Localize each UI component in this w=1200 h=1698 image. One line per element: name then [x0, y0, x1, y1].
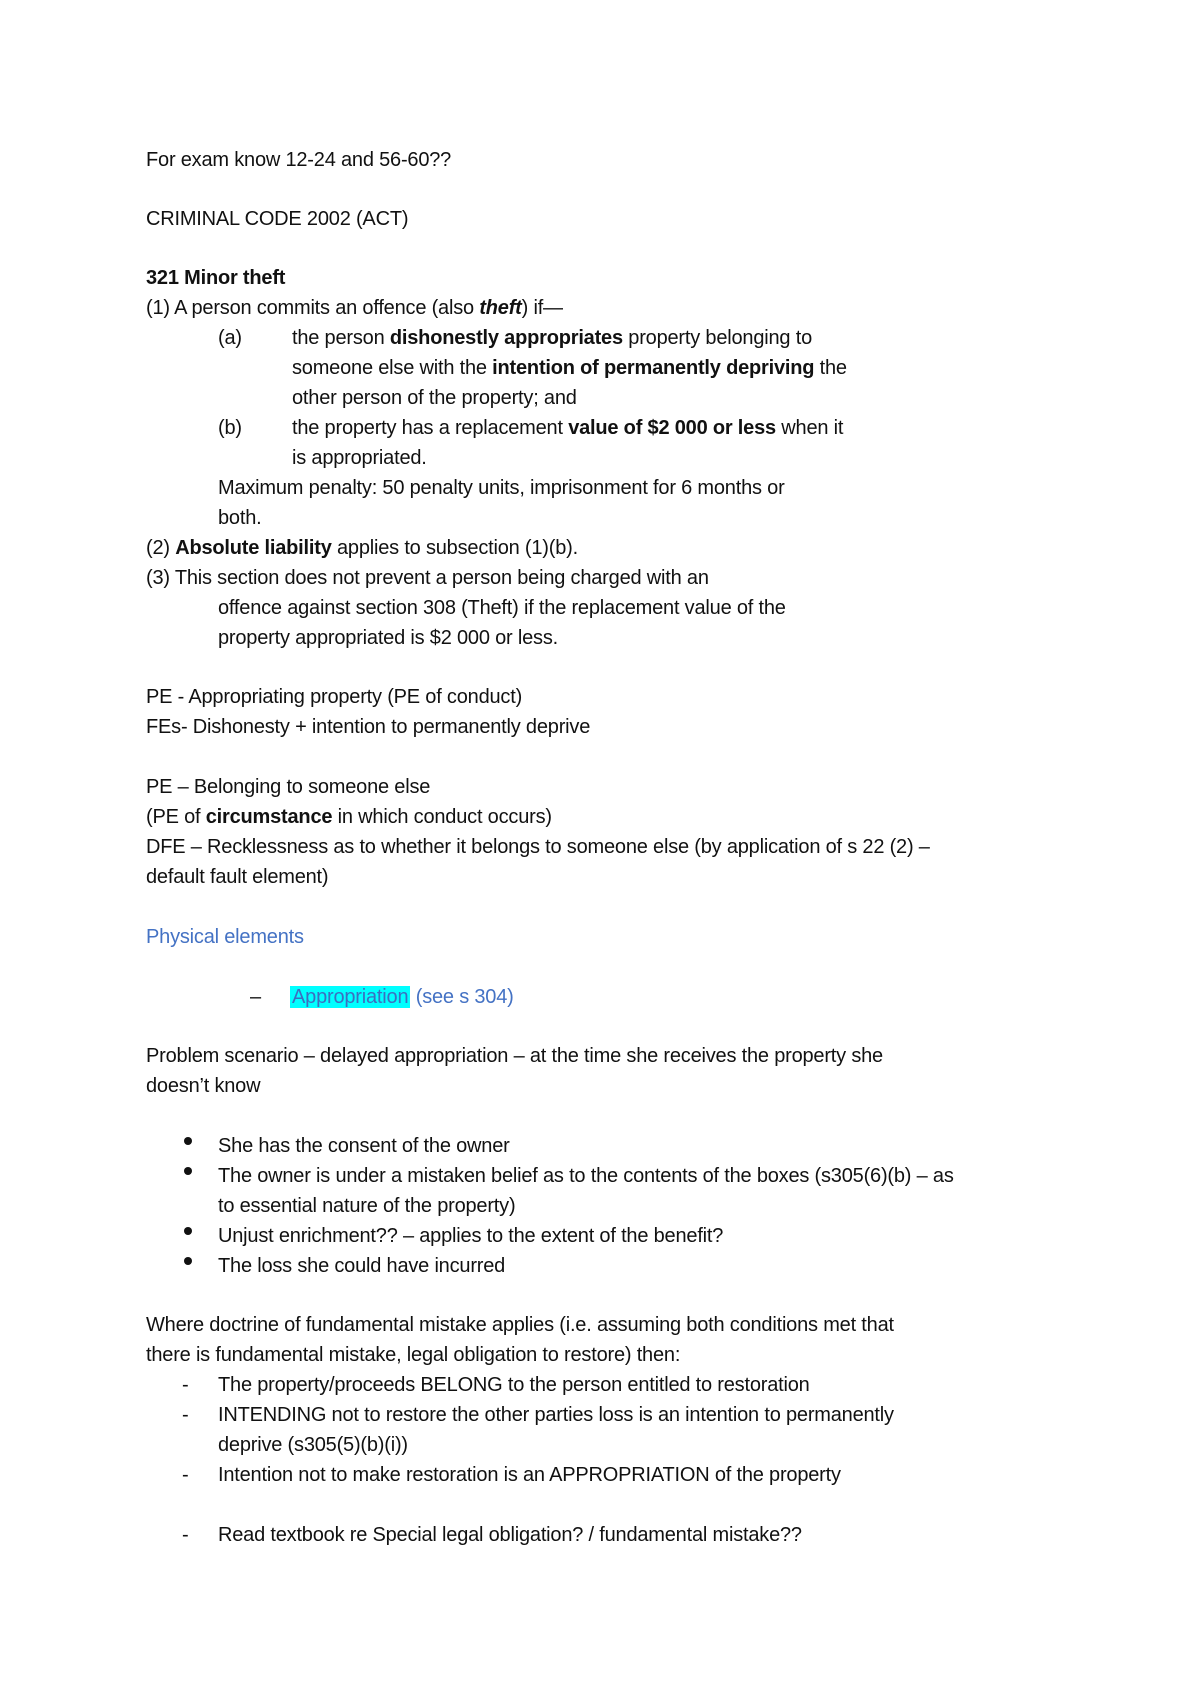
- problem-line-2: doesn’t know: [146, 1075, 261, 1097]
- a-line1-post: property belonging to: [622, 327, 812, 349]
- doctrine-line-1: Where doctrine of fundamental mistake applies (i.e. assuming both conditions met that: [146, 1314, 894, 1336]
- circ-pre: (PE of: [146, 806, 206, 828]
- para-a-line-1: [292, 326, 812, 350]
- doctrine-item-2-cont: deprive (s305(5)(b)(i)): [218, 1434, 408, 1456]
- doctrine-item-3: Intention not to make restoration is an APPROPRIATION of the property: [218, 1464, 841, 1486]
- bullet-icon: [184, 1257, 192, 1265]
- a-line2-bold: intention of permanently depriving: [492, 357, 815, 379]
- note-fault-elements: FEs- Dishonesty + intention to permanently deprive: [146, 716, 591, 738]
- doctrine-line-2: there is fundamental mistake, legal obligation to restore) then:: [146, 1344, 681, 1366]
- s2-bold: Absolute liability: [175, 537, 332, 559]
- doctrine-item-1: The property/proceeds BELONG to the person entitled to restoration: [218, 1374, 810, 1396]
- s2-pre: (2): [146, 537, 176, 559]
- note-dfe-line-1: DFE – Recklessness as to whether it belongs to someone else (by application of s 22 (2) –: [146, 836, 930, 858]
- subsection-3-line-1: (3) This section does not prevent a person being charged with an: [146, 567, 709, 589]
- dash-marker: -: [182, 1374, 189, 1396]
- b-line1-bold: value of $2 000 or less: [568, 417, 776, 439]
- appropriation-see-ref: (see s 304): [410, 986, 514, 1008]
- bullet-icon: [184, 1167, 192, 1175]
- para-b-line-1: [292, 416, 843, 440]
- dash-marker: -: [182, 1464, 189, 1486]
- s1-suffix: ) if—: [521, 297, 563, 319]
- a-line2-pre: someone else with the: [292, 357, 493, 379]
- note-pe-belonging: PE – Belonging to someone else: [146, 776, 431, 798]
- problem-bullet-4: The loss she could have incurred: [218, 1255, 506, 1277]
- problem-bullet-1: She has the consent of the owner: [218, 1135, 510, 1157]
- note-pe-circumstance: [146, 805, 552, 829]
- subsection-3-line-2: offence against section 308 (Theft) if the replacement value of the: [218, 597, 786, 619]
- b-line1-pre: the property has a replacement: [292, 417, 569, 439]
- problem-line-1: Problem scenario – delayed appropriation – at the time she receives the property she: [146, 1045, 883, 1067]
- para-b-label: (b): [218, 417, 242, 439]
- dash-marker: -: [182, 1524, 189, 1546]
- s1-theft-term: theft: [479, 297, 522, 319]
- para-a-label: (a): [218, 327, 242, 349]
- s2-post: applies to subsection (1)(b).: [331, 537, 578, 559]
- circ-post: in which conduct occurs): [332, 806, 552, 828]
- note-pe-conduct: PE - Appropriating property (PE of conduct): [146, 686, 523, 708]
- appropriation-highlight: Appropriation: [292, 986, 409, 1008]
- penalty-line-2: both.: [218, 507, 262, 529]
- physical-elements-heading: Physical elements: [146, 926, 304, 948]
- bullet-icon: [184, 1227, 192, 1235]
- note-dfe-line-2: default fault element): [146, 866, 329, 888]
- subsection-1: [146, 296, 563, 320]
- subsection-3-line-3: property appropriated is $2 000 or less.: [218, 627, 558, 649]
- doctrine-item-4: Read textbook re Special legal obligation? / fundamental mistake??: [218, 1524, 802, 1546]
- para-a-line-2: [292, 356, 847, 380]
- subsection-2: [146, 536, 578, 560]
- b-line1-post: when it: [775, 417, 844, 439]
- problem-bullet-2-cont: to essential nature of the property): [218, 1195, 516, 1217]
- penalty-line-1: Maximum penalty: 50 penalty units, imprisonment for 6 months or: [218, 477, 785, 499]
- dash-marker: -: [182, 1404, 189, 1426]
- a-line1-pre: the person: [292, 327, 390, 349]
- doctrine-item-2: INTENDING not to restore the other parties loss is an intention to permanently: [218, 1404, 894, 1426]
- s1-prefix: (1) A person commits an offence (also: [146, 297, 480, 319]
- appropriation-line: [290, 985, 514, 1009]
- bullet-icon: [184, 1137, 192, 1145]
- a-line2-post: the: [814, 357, 847, 379]
- intro-note: For exam know 12-24 and 56-60??: [146, 149, 452, 171]
- para-b-line-2: is appropriated.: [292, 447, 427, 469]
- code-title: CRIMINAL CODE 2002 (ACT): [146, 208, 409, 230]
- problem-bullet-2: The owner is under a mistaken belief as to the contents of the boxes (s305(6)(b) – as: [218, 1165, 954, 1187]
- para-a-line-3: other person of the property; and: [292, 387, 577, 409]
- a-line1-bold: dishonestly appropriates: [389, 327, 623, 349]
- appropriation-dash: –: [250, 986, 261, 1008]
- problem-bullet-3: Unjust enrichment?? – applies to the extent of the benefit?: [218, 1225, 724, 1247]
- circ-bold: circumstance: [205, 806, 333, 828]
- section-heading: 321 Minor theft: [146, 267, 286, 289]
